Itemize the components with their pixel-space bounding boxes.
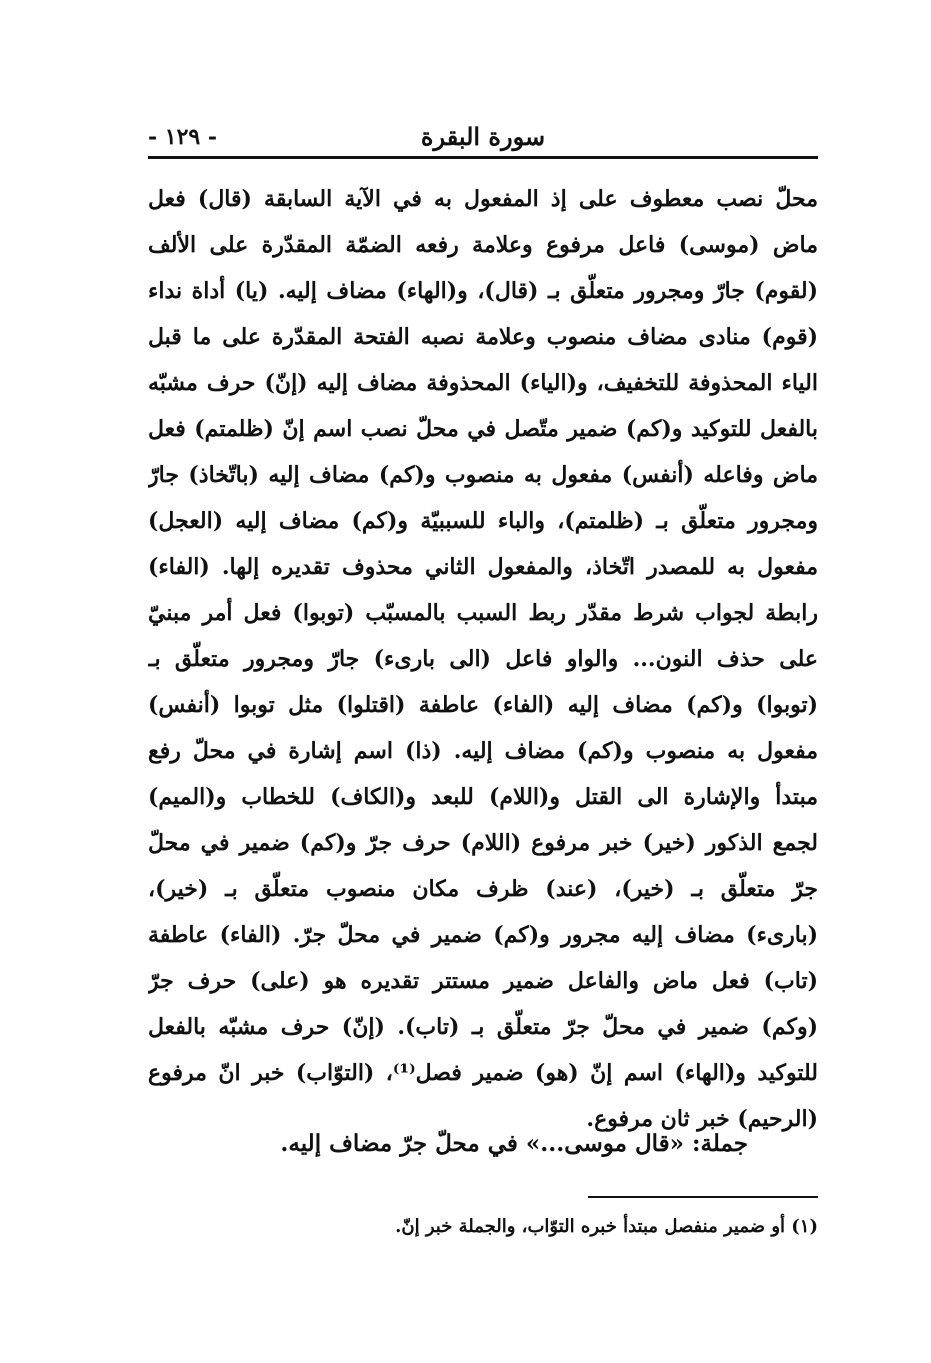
text-line: ومجرور متعلّق بـ (ظلمتم)، والباء للسببيّة و(كم) مضاف إليه (العجل) xyxy=(148,508,818,534)
text-line: (وكم) ضمير في محلّ جرّ متعلّق بـ (تاب). (إنّ) حرف مشبّه بالفعل xyxy=(148,1014,818,1040)
page-header xyxy=(148,118,818,158)
text-line: جرّ متعلّق بـ (خير)، (عند) ظرف مكان منصوب متعلّق بـ (خير)، xyxy=(148,876,818,902)
text-line: (قوم) منادى مضاف منصوب وعلامة نصبه الفتحة المقدّرة على ما قبل xyxy=(148,324,818,350)
text-line: مفعول به للمصدر اتّخاذ، والمفعول الثاني محذوف تقديره إلها. (الفاء) xyxy=(148,554,818,580)
header-divider xyxy=(148,156,818,159)
text-line: ماض وفاعله (أنفس) مفعول به منصوب و(كم) مضاف إليه (باتّخاذ) جارّ xyxy=(148,462,818,488)
page-number: - ١٢٩ - xyxy=(148,124,218,150)
text-line: (لقوم) جارّ ومجرور متعلّق بـ (قال)، و(الهاء) مضاف إليه. (يا) أداة نداء xyxy=(148,278,818,304)
footnote-divider xyxy=(588,1196,818,1198)
text-line: بالفعل للتوكيد و(كم) ضمير متّصل في محلّ نصب اسم إنّ (ظلمتم) فعل xyxy=(148,416,818,442)
text-line: لجمع الذكور (خير) خبر مرفوع (اللام) حرف جرّ و(كم) ضمير في محلّ xyxy=(148,830,818,856)
text-line: ماض (موسى) فاعل مرفوع وعلامة رفعه الضمّة المقدّرة على الألف xyxy=(148,232,818,258)
text-line: رابطة لجواب شرط مقدّر ربط السبب بالمسبّب (توبوا) فعل أمر مبنيّ xyxy=(148,600,818,626)
text-line: مفعول به منصوب و(كم) مضاف إليه. (ذا) اسم إشارة في محلّ رفع xyxy=(148,738,818,764)
text-line: (تاب) فعل ماض والفاعل ضمير مستتر تقديره هو (على) حرف جرّ xyxy=(148,968,818,994)
text-line: (الرحيم) خبر ثان مرفوع. xyxy=(586,1106,818,1132)
grammar-analysis-text xyxy=(148,176,818,1142)
text-line: محلّ نصب معطوف على إذ المفعول به في الآية السابقة (قال) فعل xyxy=(148,186,818,212)
surah-title: سورة البقرة xyxy=(420,122,546,151)
footnote: (١) أو ضمير منفصل مبتدأ خبره التوّاب، والجملة خبر إنّ. xyxy=(395,1216,818,1237)
sentence-summary: جملة: «قال موسى...» في محلّ جرّ مضاف إليه. xyxy=(280,1130,748,1157)
text-line: (توبوا) و(كم) مضاف إليه (الفاء) عاطفة (اقتلوا) مثل توبوا (أنفس) xyxy=(148,692,818,718)
text-line: مبتدأ والإشارة الى القتل و(اللام) للبعد و(الكاف) للخطاب و(الميم) xyxy=(148,784,818,810)
text-line: الياء المحذوفة للتخفيف، و(الياء) المحذوفة مضاف إليه (إنّ) حرف مشبّه xyxy=(148,370,818,396)
text-line: (بارىء) مضاف إليه مجرور و(كم) ضمير في محلّ جرّ. (الفاء) عاطفة xyxy=(148,922,818,948)
text-line: على حذف النون... والواو فاعل (الى بارىء) جارّ ومجرور متعلّق بـ xyxy=(148,646,818,672)
text-line: للتوكيد و(الهاء) اسم إنّ (هو) ضمير فصل⁽¹⁾، (التوّاب) خبر انّ مرفوع xyxy=(148,1060,818,1086)
